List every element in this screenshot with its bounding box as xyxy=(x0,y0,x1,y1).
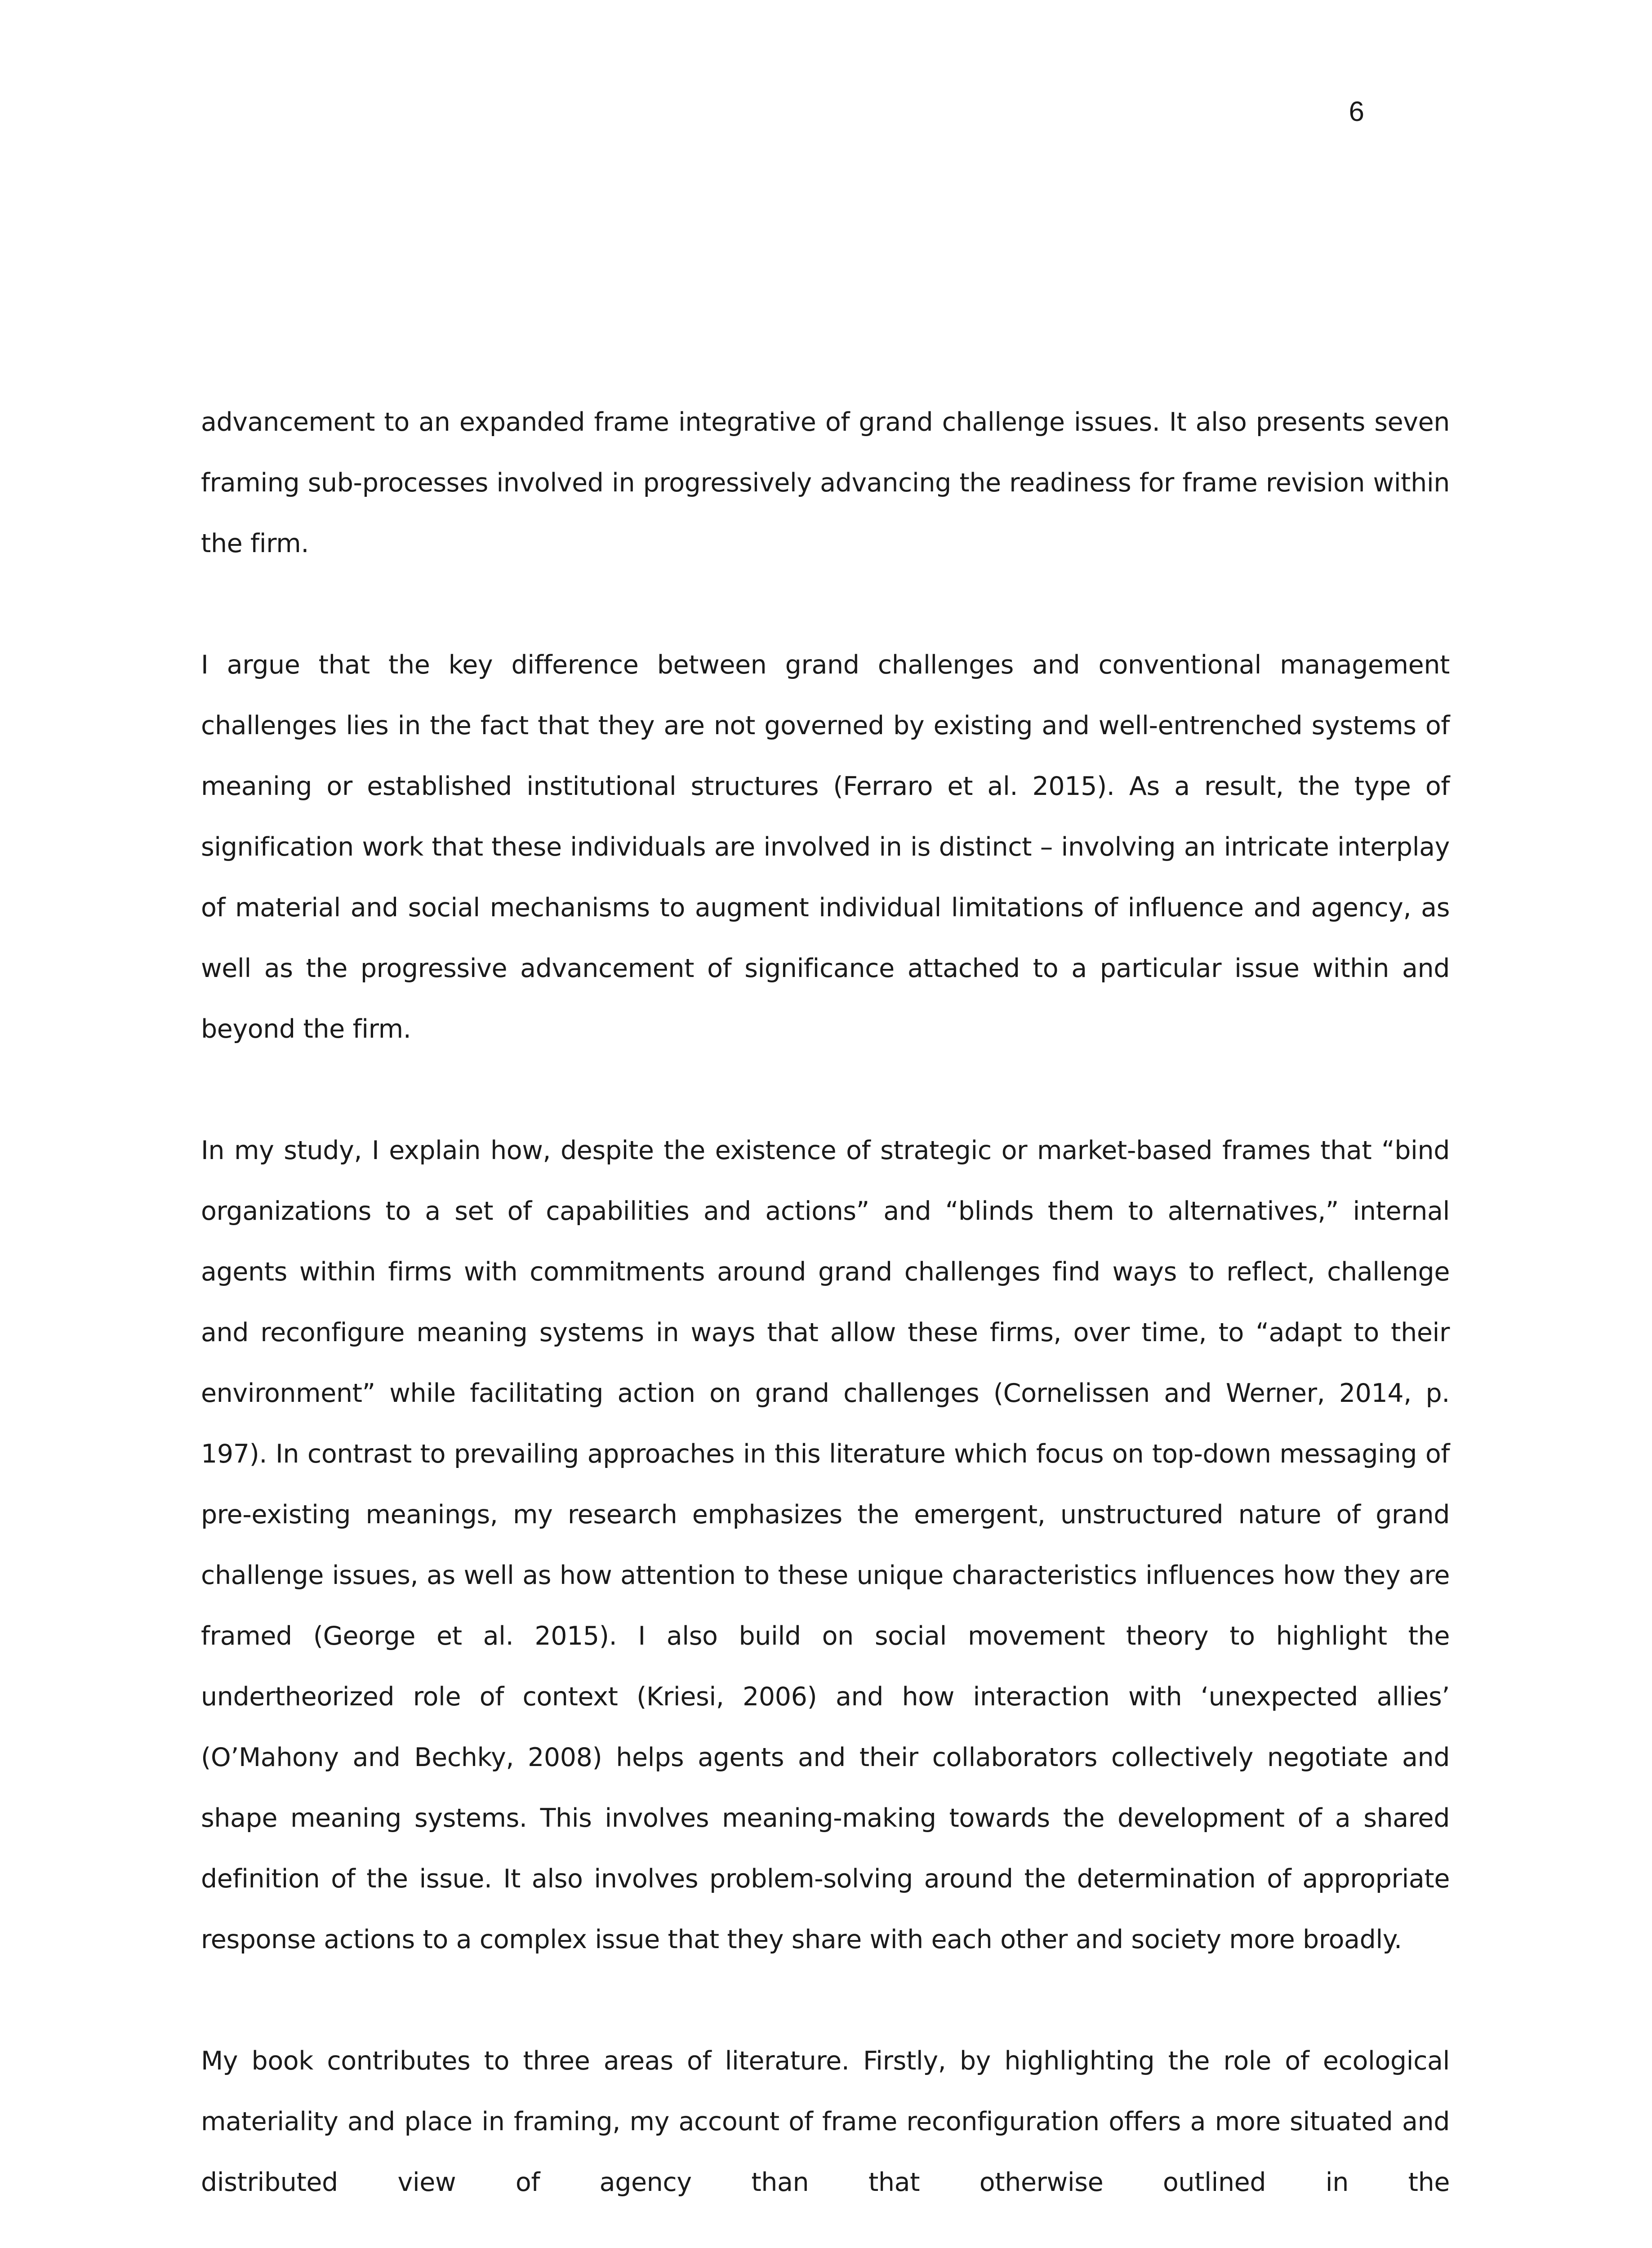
body-text xyxy=(201,392,1450,2213)
paragraph-4: My book contributes to three areas of literature. Firstly, by highlighting the role of ecological materiality and place in framing, my account of frame reconfiguration offers a more situated and distributed view of agency than that otherwise outlined in the xyxy=(201,2046,1450,2197)
paragraph-3: In my study, I explain how, despite the existence of strategic or market-based frames that “bind organizations to a set of capabilities and actions” and “blinds them to alternatives,” internal agents within firms with commitments around grand challenges find ways to reflect, challenge and reconfigure meaning systems in ways that allow these firms, over time, to “adapt to their environment” while facilitating action on grand challenges (Cornelissen and Werner, 2014, p. 197). In contrast to prevailing approaches in this literature which focus on top-down messaging of pre-existing meanings, my research emphasizes the emergent, unstructured nature of grand challenge issues, as well as how attention to these unique characteristics influences how they are framed (George et al. 2015). I also build on social movement theory to highlight the undertheorized role of context (Kriesi, 2006) and how interaction with ‘unexpected allies’ (O’Mahony and Bechky, 2008) helps agents and their collaborators collectively negotiate and shape meaning systems. This involves meaning-making towards the development of a shared definition of the issue. It also involves problem-solving around the determination of appropriate response actions to a complex issue that they share with each other and society more broadly. xyxy=(201,1136,1450,1954)
paragraph-2: I argue that the key difference between grand challenges and conventional management challenges lies in the fact that they are not governed by existing and well-entrenched systems of meaning or established institutional structures (Ferraro et al. 2015). As a result, the type of signification work that these individuals are involved in is distinct – involving an intricate interplay of material and social mechanisms to augment individual limitations of influence and agency, as well as the progressive advancement of significance attached to a particular issue within and beyond the firm. xyxy=(201,650,1450,1044)
page-number: 6 xyxy=(1349,96,1364,127)
paragraph-1: advancement to an expanded frame integrative of grand challenge issues. It also presents seven framing sub-processes involved in progressively advancing the readiness for frame revision within the firm. xyxy=(201,407,1450,558)
